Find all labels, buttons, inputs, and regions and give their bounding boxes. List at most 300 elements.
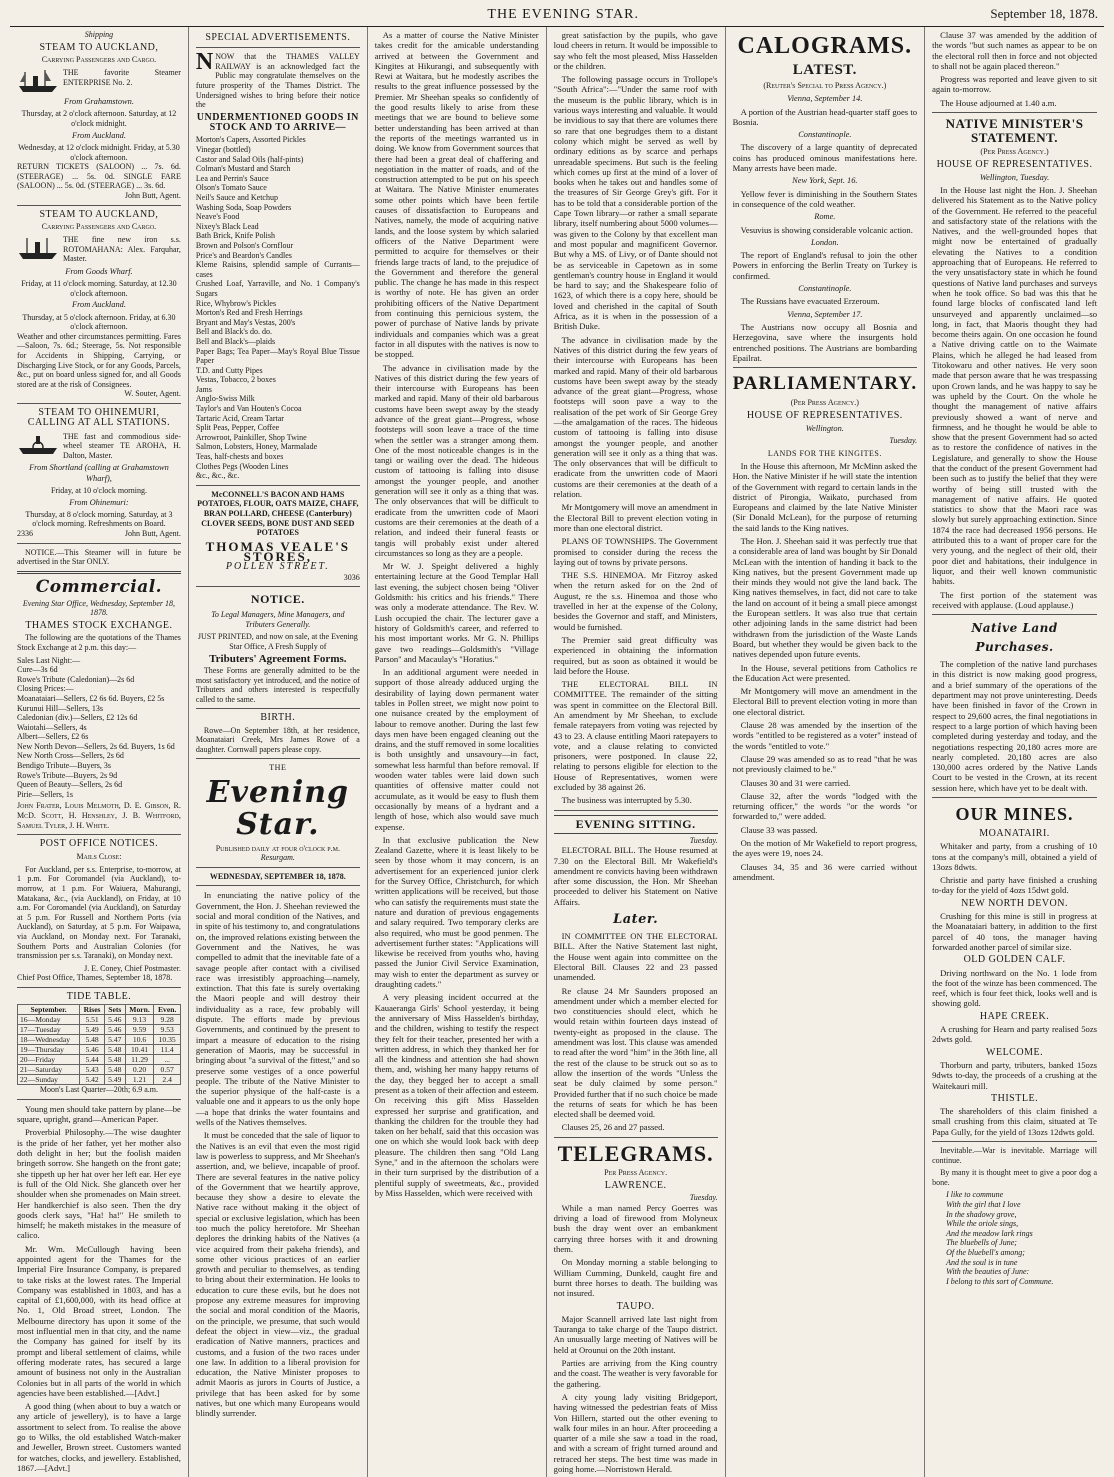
column-2 [189, 27, 368, 1477]
mine-heading: HAPE CREEK. [979, 1010, 1050, 1022]
divider [17, 543, 181, 544]
steamer1-times1: Thursday, at 2 o'clock afternoon. Saturday, at 12 o'clock midnight. [21, 109, 177, 129]
news-paragraph: Clauses 30 and 31 were carried. [740, 777, 851, 788]
exchange-line: Pirie—Sellers, 1s [17, 789, 73, 799]
tide-cell: 1.21 [125, 1075, 154, 1085]
news-paragraph: The Hon. J. Sheehan said it was perfectly true that a considerable area of land was bought by Sir Donald McLean with the intention of handing it back to the King natives, but the present Government made up their minds they would not give the land back. The King natives themselves, in fact, did not care to take the land on account of it being a small piece amongst the European settlers. It was also true that certain other adjoining lands in the same district had been withdrawn from the jurisdiction of the Waste Lands Board, but whether they would be given back to the natives depended upon future events. [732, 535, 918, 660]
news-paragraph: Mr Montgomery will move an amendment in the Electoral Bill to prevent election voting in more than one electoral district. [732, 686, 918, 717]
moon-phase: Moon's Last Quarter—20th; 6.9 a.m. [39, 1085, 158, 1095]
divider [196, 708, 360, 709]
tributers-forms: Tributers' Agreement Forms. [209, 652, 347, 665]
tide-cell: 5.49 [80, 1025, 105, 1035]
lawrence-day: Tuesday. [689, 1193, 718, 1203]
news-paragraph: In an additional argument were needed in support of those already adduced urging the desirability of laying down permanent water tables in Pollen street, we might now point to one nuisance created by the employment of labour to remove another. During the last few days men have been engaged cleaning out the drains, and the stuff removed in some localities is both unsightly and unsavoury—in fact, somewhat less harmful than before removal. If wooden water tables were laid down such quantities of offensive matter could not accumulate, as it would be easy to flush them occasionally by means of a hydrant and a length of hose, which also would save much expense. [374, 667, 539, 832]
birth-notice: Rowe—On September 18th, at her residence, Moanataiari Creek, Mrs James Rowe of a daughter. Cornwall papers please copy. [195, 725, 360, 754]
mine-heading: MOANATAIRI. [979, 828, 1050, 839]
exchange-line: Cure—3s 6d [17, 665, 58, 675]
tide-cell: 5.46 [104, 1015, 125, 1025]
section-shipping: Shipping [84, 30, 114, 39]
tide-cell: 9.28 [154, 1015, 180, 1025]
news-paragraph: THE ELECTORAL BILL IN COMMITTEE. The remainder of the sitting was spent in committee on the Electoral Bill. An amendment by Mr Sheehan, to exclude female ratepayers from voting was rejected by 43 to 23. A clause entitling Maori ratepayers to vote, and a clause relating to convicted prisoners, were postponed. In clause 22, relating to persons eligible for election to the House of Representatives, women were excluded by 38 against 26. [553, 679, 718, 793]
column-5-paragraphs [733, 461, 918, 882]
goods-item: Neave's Food [195, 212, 240, 222]
column-3 [368, 27, 547, 1477]
exchange-line: Kurunui Hill—Sellers, 13s [17, 703, 103, 713]
news-paragraph: Mr. Wm. McCullough having been appointed agent for the Thames for the Imperial Fire Insurance Company, is prepared to take risks at the lowest rates. The Imperial Company was established in 1803, and has a capital of £1,600,000, with its head office at No. 1, Old Broad street, London. The Melbourne directory has upon it some of the most influential men in that city, and the name the Company has gained for itself by its prompt and liberal settlement of claims, while offering moderate rates, has secured a large amount of business not only in the Australian Colonies but in all parts of the world in which agencies have been established.—[Advt.] [17, 1243, 181, 1398]
news-paragraph: The Premier said great difficulty was experienced in obtaining the information required, but as soon as obtained it would be laid before the House. [553, 634, 718, 676]
native-wellington: Wellington, Tuesday. [979, 172, 1050, 182]
goods-item: Taylor's and Van Houten's Cocoa [195, 404, 302, 414]
later-title: Later. [613, 912, 659, 928]
steamer1-block [17, 68, 181, 94]
birth-title: BIRTH. [260, 712, 296, 724]
news-paragraph: In the House this afternoon, Mr McMinn asked the Hon. the Native Minister if he will state the intention of the Government with regard to certain lands in the district of Pirongia, Waikato, purchased from Europeans and claimed by the late Native Minister (Sir Donald McLean), for the purpose of returning the said lands to the King natives. [732, 460, 918, 533]
divider [17, 571, 181, 574]
divider [17, 205, 181, 206]
exchange-line: Moanataiari—Sellers, £2 6s 6d. Buyers, £2 5s [17, 693, 165, 703]
our-mines-title: OUR MINES. [955, 804, 1074, 824]
tide-row [18, 1075, 181, 1085]
post-office-body: For Auckland, per s.s. Enterprise, to-morrow, at 1 p.m. For Coromandel (via Auckland), to-morrow, at 1 p.m. For Waiuera, Mahurangi, Matakana, &c., (via Auckland), on Friday, at 10 a.m. For Coromandel (via Auckland), on Saturday at 5 p.m. For Russell and Northern Ports (via Auckland), on Saturday, at 5 p.m. For Waipawa, via Auckland, on Monday next. For Taranaki, Southern Ports and Australian Colonies (for transmission per s.s. Taranaki), on Monday next. [17, 864, 181, 961]
goods-item: Tartaric Acid, Cream Tartar [195, 413, 284, 423]
tide-cell: 5.48 [80, 1035, 105, 1045]
news-paragraph: The completion of the native land purchases in this district is now making good progress, and a brief summary of the operations of the department may not prove uninteresting. Deeds have been finished in favor of the Crown in respect to 29,600 acres, the final negotiations in respect to a large portion of which having been completed during yesterday and today, and the negotiations respecting 20,180 acres more are nearly completed. 20,180 acres are also 130,000 acres ordered by the Native Lands Court to be vested in the Crown, at its recent session here, which have yet to be dealt with. [932, 659, 1097, 793]
newspaper-flag: Evening Star. [206, 774, 350, 842]
news-paragraph: Clause 28 was amended by the insertion of the words "entitled to be registered as a voter" instead of the words "entitled to vote." [732, 720, 918, 751]
column-4 [547, 27, 726, 1477]
news-paragraph: Clause 32, after the words "lodged with the returning officer," the words "or the words "or forwarded to," were added. [732, 790, 918, 822]
news-paragraph: Young men should take pattern by plane—be square, upright, grand—American Paper. [17, 1103, 181, 1125]
news-paragraph: In that exclusive publication the New Zealand Gazette, where it is least likely to be seen by those whom it may concern, is an advertisement for an experienced junior clerk for the Survey Office, Christchurch, for which written applications will be received, but those who can satisfy the requirements must state the nature and duration of previous engagements and salary required. Two temporary clerks are also required, who must be good penmen. The advertisement further states: "Applications will likewise be received from youths who, having passed the Junior Civil Service Examination, may wish to enter the department as survey or draughting cadets." [374, 834, 539, 990]
tide-cell: 5.48 [104, 1055, 125, 1065]
tide-cell: 17—Tuesday [18, 1025, 80, 1035]
columns [10, 27, 1104, 1474]
tide-cell: 5.43 [80, 1065, 105, 1075]
tide-cell: 5.49 [104, 1075, 125, 1085]
tide-cell: 11.4 [154, 1045, 180, 1055]
divider [17, 834, 181, 835]
poem [932, 1190, 1097, 1286]
steamer2-from1: From Goods Wharf. [65, 266, 133, 276]
news-paragraph: IN COMMITTEE ON THE ELECTORAL BILL. After the Native Statement last night, the House went again into committee on the Electoral Bill. Clauses 22 and 23 passed unamended. [553, 931, 718, 983]
tide-cell: 22—Sunday [18, 1075, 80, 1085]
steamer1-agent: John Butt, Agent. [124, 190, 181, 200]
exchange-intro: The following are the quotations of the Thames Stock Exchange at 2 p.m. this day:— [17, 633, 181, 652]
exchange-line: New North Devon—Sellers, 2s 6d. Buyers, 1s 6d [17, 741, 175, 751]
tide-header-cell: September. [18, 1005, 80, 1015]
divider [196, 885, 360, 886]
goods-item: Crushed Loaf, Yarraville, and No. 1 Company's Sugars [195, 279, 360, 298]
steamer3-from2: From Ohinemuri: [69, 497, 129, 507]
news-paragraph: In the House last night the Hon. J. Sheehan delivered his Statement as to the Native policy of the Government. He referred to the peaceful and satisfactory state of the relations with the Natives, and the well-grounded hopes that might now be entertained of gradually elevating the Natives to a condition approaching that of Europeans. He referred to the very unsatisfactory state in which he found questions of Native land purchases and surveys when he took office. So bad was this that he found large blocks of confiscated land left unsurveyed and apparently unclaimed—so long, in fact, that Maoris thought they had become theirs again. On one occasion he found a Native driving cattle on to the Waimate Plains, which he alleged he had leased from Titokowaru and other natives. He very soon made that person aware that he was trespassing upon Crown lands, and he was happy to say he was upheld by the Court. On the whole he thought the management of native affairs previously showed a want of nerve and firmness, and he thought he would be able to show that the present Government had so acted as to restore the confidence of natives in the Legislature, and generally to show the House that the conduct of the present Government had been such as to justify the belief that they were worthy of being still trusted with the management of native affairs. He quoted statistics to show that the Maori race was slowly but surely approaching extinction. Since 1874 the race had decreased 1956 persons. He attributed this to a want of proper care for the very young, and the neglect of their old, their poor diet and habitations, their indulgence in liquor, and their well known communistic habits. [932, 184, 1097, 587]
steamer-notice: NOTICE.—This Steamer will in future be advertised in the Star ONLY. [17, 547, 181, 567]
calograms-title: CALOGRAMS. [737, 33, 913, 59]
news-paragraph: Re clause 24 Mr Saunders proposed an amendment under which a member elected for two constituencies should elect, which he would retain within fourteen days instead of twenty-eight as proposed in the clause. The amendment was lost. This clause was amended to read after the word "him" in the 36th line, all the rest of the clause to be struck out so as to allow the insertion of the words "Unless the seat be duly claimed by some person." Provided further that if no such choice be made the returns of seats for which he has been elected shall be deemed void. [553, 985, 718, 1120]
poem-line: While the oriole sings, [946, 1219, 1019, 1229]
goods-item: Neil's Sauce and Ketchup [195, 193, 278, 203]
cable-text: Vesuvius is showing considerable volcanic action. [740, 224, 913, 235]
divider [196, 485, 360, 486]
tide-cell: 5.51 [80, 1015, 105, 1025]
news-paragraph: Major Scannell arrived late last night from Tauranga to take charge of the Taupo district. An unusually large meeting of Natives will be held at Orounui on the 20th instant. [553, 1313, 718, 1355]
stores-name: THOMAS VEALE'S STORES, [205, 538, 351, 565]
cable-text: The report of England's refusal to join the other Powers in enforcing the Berlin Treaty on Turkey is confirmed. [732, 250, 918, 281]
evening-paragraphs [554, 845, 718, 907]
poem-line: With the beauties of June: [946, 1267, 1030, 1277]
telegrams-sub: Per Press Agency. [604, 1167, 668, 1177]
column-6-top-paragraphs [932, 30, 1097, 108]
news-paragraph: PLANS OF TOWNSHIPS. The Government promised to consider during the recess the laying out of towns by private persons. [553, 536, 718, 567]
tide-cell: 9.53 [154, 1025, 180, 1035]
tide-cell: 0.57 [154, 1065, 180, 1075]
news-paragraph: Mr W. J. Speight delivered a highly entertaining lecture at the Good Templar Hall last evening, the subject chosen being "Oliver Goldsmith: his critics and his friends." There was only a moderate attendance. The Rev. W. Lush occupied the chair. The lecturer gave a history of Goldsmith's career, and referred to his most important works. Mr G. N. Phillips gave two readings—Goldsmith's "Village Parson" and Macaulay's "Horatius." [374, 561, 539, 664]
tide-row [18, 1055, 181, 1065]
tide-table-title: TIDE TABLE. [66, 990, 132, 1002]
tide-cell: ... [154, 1055, 180, 1065]
news-paragraph: While a man named Percy Goerres was driving a load of firewood from Molyneux bush the dray went over an embankment carrying three horses with it and drowning them. [553, 1202, 718, 1255]
news-paragraph: Clause 33 was passed. [740, 824, 818, 835]
stores-ref: 3036 [343, 572, 360, 582]
divider [932, 1141, 1097, 1142]
railway-notice: NNOW that the THAMES VALLEY RAILWAY is an acknowledged fact the Public may congratulate themselves on the future prosperity of the Thames District. The Undersigned wishes to bring before their notice the [195, 49, 360, 110]
leader-paragraph-1: In enunciating the native policy of the Government, the Hon. J. Sheehan reviewed the social and moral condition of the Natives, and in spite of his testimony to, and congratulations on, the improved relations existing between the Government and the Natives, he was compelled to admit that the inevitable fate of a savage people after contact with a civilised race was irresistibly approaching—namely, extinction. That this fate is surely overtaking the Maori people and will destroy their individuality as a race, few probably will dispute. The efforts made by previous Governments, and continued by the present to impart a measure of education to the rising generation of Maoris, may be successful in bringing about "a survival of the fittest," and so preserve some vestiges of a once powerful people. The tribute of the Native Minister to the superior physique of the half-caste is a valuable one and it appears to us the only hope—a hope that drinks the water fountains and wells of the Natives themselves. [195, 890, 360, 1128]
news-paragraph: The first portion of the statement was received with applause. (Loud applause.) [932, 589, 1097, 610]
mine-report: Driving northward on the No. 1 lode from the foot of the winze has been commenced. The reef, which is four feet thick, looks well and is showing gold. [932, 967, 1097, 1009]
poem-line: And the meadow lark rings [946, 1228, 1033, 1238]
goods-item: Arrowroot, Painkiller, Shop Twine [195, 432, 307, 442]
tide-header-cell: Morn. [125, 1005, 154, 1015]
news-paragraph: A very pleasing incident occurred at the Kauaeranga Girls' School yesterday, it being the anniversary of Miss Hasselden's birthday, and the children, wishing to testify the respect they felt for their teacher, presented her with a written address, in which they thanked her for all the kindness and attention she had shown them, and, wishing her many happy returns of the day, they begged her to accept a small present as a token of their affection and esteem. On receiving this gift Miss Hasselden expressed her surprise and gratification, and thanking the children for the trouble they had taken on her behalf, said that this occasion was one on which she would look back with deep pleasure. The children then sang "Old Lang Syne," and in the afternoon the scholars were in their turn surprised by the distribution of a plentiful supply of sweetmeats, &c., provided by Miss Hasselden, which were received with [374, 992, 539, 1198]
goods-item: Lea and Perrin's Sauce [195, 173, 269, 183]
tide-cell: 5.48 [104, 1065, 125, 1075]
tide-cell: 5.46 [80, 1045, 105, 1055]
exchange-line: Waiotahi—Sellers, 4s [17, 722, 87, 732]
parliamentary-sub: (Per Press Agency.) [790, 398, 859, 408]
steamer1-body: THE favorite Steamer ENTERPRISE No. 2. [63, 68, 181, 87]
tide-cell: 5.42 [80, 1075, 105, 1085]
steamer2-from2: From Auckland. [71, 300, 126, 310]
goods-item: Bell and Black's—plaids [195, 336, 276, 346]
goods-item: T.D. and Cutty Pipes [195, 365, 263, 375]
evening-sitting-day: Tuesday. [689, 835, 718, 845]
goods-item: Rice, Whybrow's Pickles [195, 298, 277, 308]
poem-line: With the girl that I love [946, 1199, 1021, 1209]
steamer3-block [17, 432, 181, 461]
post-office-sign: J. E. Coney, Chief Postmaster. [84, 963, 181, 973]
goods-item: Paper Bags; Tea Paper—May's Royal Blue Tissue Paper [195, 346, 360, 366]
news-paragraph: Clauses 25, 26 and 27 passed. [561, 1122, 665, 1133]
commercial-dateline: Evening Star Office, Wednesday, September 18, 1878. [22, 598, 175, 618]
news-paragraph: The business was interrupted by 5.30. [561, 795, 692, 806]
house-title: HOUSE OF REPRESENTATIVES. [746, 410, 903, 422]
tide-cell: 11.29 [125, 1055, 154, 1065]
news-paragraph: On Monday morning a stable belonging to William Cumming, Dunkeld, caught fire and burnt three horses to death. The building was not insured. [553, 1257, 718, 1299]
mine-report: A crushing for Hearn and party realised 5ozs 2dwts gold. [932, 1024, 1097, 1045]
tide-cell: 5.48 [104, 1045, 125, 1055]
tide-cell: 5.47 [104, 1035, 125, 1045]
column-1 [10, 27, 189, 1477]
cable-text: The Austrians now occupy all Bosnia and Herzegovina, save where the insurgents hold entrenched positions. The Austrians are bombarding Epailrat. [732, 321, 918, 363]
cable-text: Yellow fever is diminishing in the Southern States in consequence of the cold weather. [732, 188, 918, 209]
native-statement-title: NATIVE MINISTER'S STATEMENT. [945, 116, 1084, 146]
exchange-line: Rowe's Tribute (Caledonian)—2s 6d [17, 674, 135, 684]
exchange-line: Queen of Beauty—Sellers, 2s 6d [17, 780, 123, 790]
special-ads-title: SPECIAL ADVERTISEMENTS. [205, 32, 351, 43]
tide-cell: 9.59 [125, 1025, 154, 1035]
goods-item: Price's and Beardon's Candles [195, 250, 292, 260]
divider [196, 586, 360, 587]
taupo-heading: TAUPO. [616, 1300, 655, 1312]
steamer3-from1: From Shortland (calling at Grahamstown Wharf), [29, 463, 169, 483]
lands-title: LANDS FOR THE KINGITES. [767, 448, 882, 458]
steamer2-times1: Friday, at 11 o'clock morning. Saturday, at 12.30 o'clock afternoon. [21, 279, 177, 298]
steamer2-sub: Carrying Passengers and Cargo. [41, 221, 157, 231]
steamer1-from1: From Grahamstown. [63, 97, 134, 107]
mine-heading: THISTLE. [991, 1092, 1039, 1104]
exchange-line: Rowe's Tribute—Buyers, 2s 9d [17, 770, 118, 780]
flag-the: THE [269, 763, 287, 773]
steamer1-times2: Wednesday, at 12 o'clock midnight. Friday, at 5.30 o'clock afternoon. [18, 142, 180, 162]
tide-cell: 19—Thursday [18, 1045, 80, 1055]
goods-item: Olson's Tomato Sauce [195, 183, 267, 193]
divider [554, 1137, 718, 1138]
goods-item: Morton's Red and Fresh Herrings [195, 308, 303, 318]
news-paragraph: A city young lady visiting Bridgeport, having witnessed the pedestrian feats of Miss Von Hillern, started out the other evening to walk four miles in an hour. After proceeding a quarter of a mile she saw a toad in the road, and with a scream of fright turned around and retraced her steps. The best time was made in going home.—Norristown Herald. [553, 1391, 718, 1474]
news-paragraph: Proverbial Philosophy.—The wise daughter is the pride of her father, yet her mother also doth delight in her; but the foolish maiden bringeth sorrow. She hangeth on the front gate; she tippeth up her hat over her left ear. Her eye is full of the Old Nick. She glanceth over her shoulder when she promenades on Main street. Her handkerchief is also seen. Then the dry goods clerk says, "Ha! ha!" He smileth to himself; he maketh mistakes in the measure of calico. [17, 1127, 181, 1241]
cable-dateline: London. [810, 237, 839, 247]
news-paragraph: As a matter of course the Native Minister takes credit for the amicable understanding arrived at between the Government and Kingites at Hikurangi, and subsequently with Rewi at Waitara, but he modestly ascribes the results to the great influence possessed by the Premier. Mr Sheehan speaks so confidently of the good results likely to arise from these meetings that we are bound to believe some better understanding has been arrived at than the reports of the meetings warranted us in doing. We know from Government sources that there had been a great deal of chaffering and negotiation in the matter of roads, and of the construction attempted to be put on his speech at Waitara. The Native Minister enumerates some other points which have been fertile causes of dissatisfaction to Europeans and Natives, namely, the mode of acquiring native lands, and the loose system by which salaried officers of the Native Department were permitted to acquire for themselves or their friends large tracts of land, to the prejudice of the Government and therefore the general public. The change he has made in this respect is worthy of note. He has given an order prohibiting officers of the Native Department from continuing this pernicious system, the power of purchase of Native lands by private individuals and companies which was a great factor in all disputes with the natives is now to be stopped. [374, 30, 539, 360]
tide-table-body [18, 1015, 181, 1085]
steamer2-notes: Weather and other circumstances permitting. Fares—Saloon, 7s. 6d.; Steerage, 5s. Not responsible for Accidents in Shipping, Carrying, or Discharging Live Stock, or for any Goods, Parcels, &c., put on board unless signed for, and all Goods stored are at the risk of Consignees. [17, 331, 181, 389]
goods-item: Salmon, Lobsters, Honey, Marmalade [195, 442, 318, 452]
news-paragraph: The advance in civilisation made by the Natives of this district during the few years of their intercourse with Europeans has been marked and rapid. Many of their old barbarous customs have been swept away by the steady advance of the great giant—Progress, whose footsteps will soon leave a trace of the time when the settler was a stranger among them. One of the most noticeable changes is in the tangi or wailing over the dead. The hideous custom of tattooing is falling into disuse amongst the younger people, and another generation will see it only as a thing that was. The only observances that will be difficult to eradicate from the unwritten code of Maori customs are their ceremonies at the death of a relation, and indeed their funeral feasts or tangis will probably exist under altered circumstances so long as they are a people. [374, 362, 539, 558]
poem-line: I like to commune [946, 1190, 1004, 1200]
steamer3-ref: 2336 [17, 529, 33, 539]
steamer3-times1: Friday, at 10 o'clock morning. [50, 486, 147, 495]
leader-dateline: WEDNESDAY, SEPTEMBER 18, 1878. [209, 871, 346, 881]
masthead [10, 6, 1104, 27]
lawrence-heading: LAWRENCE. [604, 1179, 667, 1191]
cable-dateline: Vienna, September 14. [787, 94, 863, 104]
tide-row [18, 1045, 181, 1055]
native-statement-paragraphs [932, 185, 1097, 610]
news-paragraph: Mr Montgomery will move an amendment in the Electoral Bill to prevent election voting in more than one electoral district. [553, 502, 718, 533]
tributers-body: These Forms are generally admitted to be the most satisfactory yet introduced, and the notice of Tributers and others interested is respectfully called to the same. [195, 665, 360, 704]
steamship-icon [17, 235, 59, 261]
tide-cell: 16—Monday [18, 1015, 80, 1025]
goods-item: &c., &c., &c. [195, 471, 240, 481]
wellington-place: Wellington. [805, 423, 844, 433]
flag-subtitle: Published daily at four o'clock p.m. [215, 843, 340, 853]
native-house-title: HOUSE OF REPRESENTATIVES. [936, 159, 1093, 171]
news-paragraph: The following passage occurs in Trollope's "South Africa":—"Under the same roof with the museum is the public library, which is in various ways interesting and valuable. It would be invidious to say that there are volumes there so rare that one begrudges them to a distant colony which might be served as well by ordinary editions as by scarce and perhaps unreadable specimens. But such is the feeling which comes up first at the mind of a lover of books when he takes out and handles some of the treasures of Sir George Grey's gift. For it has to be told that a considerable portion of the Cape Town library—or rather a small separate library, itself numbering about 5000 volumes—was given to the Colony by that excellent man and most popular and magnificent Governor. But why a MS. of Livy, or of Dante should not be as serviceable in Capetown as in some gentleman's country house in England it would be hard to say; and the Shakespeare folio of 1623, of which there is a copy here, should be loved and cherished in the capital of South Africa, as it is when in the possession of a British Duke. [553, 74, 718, 332]
news-paragraph: THE S.S. HINEMOA. Mr Fitzroy asked when the return asked for on the 2nd of August, re the s.s. Hinemoa and those who travelled in her at the expense of the Colony, besides the Governor and staff, and Ministers, would be furnished. [553, 570, 718, 632]
goods-item: Bryant and May's Vestas, 200's [195, 317, 296, 327]
tide-table [17, 1004, 181, 1085]
tide-row [18, 1035, 181, 1045]
news-paragraph: Parties are arriving from the King country and the coast. The weather is very favorable for the gathering. [553, 1358, 718, 1389]
issue-date: September 18, 1878. [990, 6, 1098, 21]
goods-item: Bath Brick, Knife Polish [195, 231, 275, 241]
tide-cell: 5.44 [80, 1055, 105, 1065]
steamer3-body: THE fast and commodious side-wheel steamer TE AROHA, H. Dalton, Master. [63, 431, 181, 460]
tide-cell: 21—Saturday [18, 1065, 80, 1075]
telegram-paragraphs [554, 1203, 718, 1299]
steamer3-title: STEAM TO OHINEMURI, CALLING AT ALL STATIONS. [27, 407, 171, 429]
tide-header-cell: Rises [80, 1005, 105, 1015]
goods-item: Castor and Salad Oils (half-pints) [195, 154, 304, 164]
tide-row [18, 1025, 181, 1035]
parliamentary-day: Tuesday. [889, 436, 918, 446]
goods-item: Jams [195, 384, 212, 394]
news-paragraph: Progress was reported and leave given to sit again to-morrow. [932, 74, 1097, 95]
tide-row [18, 1015, 181, 1025]
exchange-line: New North Cross—Sellers, 2s 6d [17, 751, 124, 761]
news-paragraph: Clause 29 was amended so as to read "that he was not previously claimed to be." [732, 753, 918, 775]
steamer2-block [17, 235, 181, 264]
steamer1-sub: Carrying Passengers and Cargo. [41, 54, 157, 64]
tide-cell: 0.20 [125, 1065, 154, 1075]
taupo-paragraphs [554, 1314, 718, 1474]
news-paragraph: On the motion of Mr Wakefield to report progress, the ayes were 19, noes 24. [732, 838, 918, 859]
news-paragraph: ELECTORAL BILL. The House resumed at 7.30 on the Electoral Bill. Mr Wakefield's amendment re convicts having been withdrawn after some discussion, the Hon. Mr Sheehan proceeded to deliver his Statement on Native Affairs. [553, 845, 718, 907]
notice-sub: To Legal Managers, Mine Managers, and Tributers Generally. [211, 610, 345, 629]
tide-cell: 10.41 [125, 1045, 154, 1055]
exchange-line: Closing Prices:— [17, 684, 74, 694]
tide-table-header [18, 1005, 181, 1015]
poem-lead: By many it is thought meet to give a poor dog a bone. [932, 1168, 1097, 1187]
goods-list [196, 135, 360, 480]
divider [932, 797, 1097, 798]
divider [196, 758, 360, 759]
column-5 [726, 27, 926, 1477]
divider [196, 47, 360, 48]
cable-dateline: Constantinople. [798, 284, 852, 294]
steamer2-body: THE fine new iron s.s. ROTOMAHANA: Alex. Farquhar, Master. [63, 235, 181, 264]
cable-dateline: Constantinople. [798, 130, 852, 140]
cable-dateline: Vienna, September 17. [787, 309, 863, 319]
divider [554, 810, 718, 811]
post-office-sub: Mails Close: [76, 851, 122, 861]
just-printed: JUST PRINTED, and now on sale, at the Evening Star Office, A Fresh Supply of [197, 632, 358, 652]
exchange-line: Albert—Sellers, £2 6s [17, 732, 89, 742]
goods-item: Colman's Mustard and Starch [195, 164, 291, 174]
commercial-title: Commercial. [35, 576, 163, 597]
news-paragraph: The advance in civilisation made by the Natives of this district during the few years of their intercourse with Europeans has been marked and rapid. Many of their old barbarous customs have been swept away by the steady advance of the great giant—Progress, whose footsteps will soon pave a way to the realisation of the pet work of Sir George Grey—the amalgamation of the races. The hideous custom of tattooing is falling into disuse amongst the younger people, and another generation will see it only as a thing that was. The only observances that will be difficult to eradicate from the unwritten code of Maori customs are their ceremonies at the death of a relation. [553, 334, 718, 500]
land-purchases-title: Native Land Purchases. [971, 621, 1058, 655]
tide-header-cell: Sets [104, 1005, 125, 1015]
tide-cell: 2.4 [154, 1075, 180, 1085]
evening-sitting-title: EVENING SITTING. [554, 815, 718, 834]
cable-text: The discovery of a large quantity of deprecated coins has produced ominous manifestations here. Many arrests have been made. [732, 142, 918, 174]
cable-text: The Russians have evacuated Erzeroum. [740, 296, 880, 307]
exchange-title: THAMES STOCK EXCHANGE. [25, 620, 173, 632]
column-1-paragraphs [17, 1104, 181, 1473]
goods-item: Teas, half-chests and boxes [195, 452, 284, 462]
divider [932, 112, 1097, 113]
steamer2-times2: Thursday, at 5 o'clock afternoon. Friday, at 6.30 o'clock afternoon. [22, 312, 176, 332]
mine-report: Whitaker and party, from a crushing of 10 tons at the company's mill, obtained a yield of 13ozs 8dwts. [932, 841, 1097, 872]
news-paragraph: A good thing (when about to buy a watch or any article of jewellery), is to have a large assortment to select from. To realise the above go to Wilks, the old established Watch-maker and Jeweller, Brown street. Customers wanted for watches, clocks, and jewellery. Established, 1867.—[Advt.] [17, 1401, 181, 1473]
goods-item: Vinegar (bottled) [195, 145, 251, 155]
divider [17, 403, 181, 404]
divider [17, 987, 181, 988]
tide-cell: 20—Friday [18, 1055, 80, 1065]
goods-item: Brown and Polson's Cornflour [195, 240, 294, 250]
tide-cell: 10.6 [125, 1035, 154, 1045]
exchange-line: Sales Last Night:— [17, 655, 81, 665]
exchange-line: Caledonian (div.)—Sellers, £2 12s 6d [17, 713, 138, 723]
latest-title: LATEST. [792, 62, 857, 78]
news-paragraph: Clauses 34, 35 and 36 were carried without amendment. [732, 861, 918, 882]
column-3-paragraphs [375, 30, 539, 1198]
poem-line: And the soul is in tune [946, 1257, 1018, 1267]
goods-item: Split Peas, Pepper, Coffee [195, 423, 280, 433]
stores-street: POLLEN STREET. [225, 561, 330, 573]
tide-cell: 5.46 [104, 1025, 125, 1035]
tide-cell: 10.35 [154, 1035, 180, 1045]
tide-cell: 18—Wednesday [18, 1035, 80, 1045]
cable-dateline: New York, Sept. 16. [792, 176, 858, 186]
steamer1-title: STEAM TO AUCKLAND, [39, 41, 159, 53]
column-4-paragraphs [554, 30, 718, 806]
goods-item: Morton's Capers, Assorted Pickles [195, 135, 306, 145]
goods-item: Kleme Raisins, splendid sample of Currants—cases [195, 260, 360, 279]
steamer2-title: STEAM TO AUCKLAND, [39, 208, 159, 220]
goods-item: Washing Soda, Soap Powders [195, 202, 292, 212]
goods-item: Nixey's Black Lead [195, 221, 259, 231]
poem-line: The bluebells of June; [946, 1238, 1017, 1248]
news-paragraph: In the House, several petitions from Catholics re the Education Act were presented. [732, 662, 918, 683]
news-paragraph: Clause 37 was amended by the addition of the words "but such names as appear to be on the electoral roll then in force and not objected to shall not be again placed thereon." [932, 30, 1097, 71]
parliamentary-title: PARLIAMENTARY. [732, 373, 918, 395]
news-paragraph: The House adjourned at 1.40 a.m. [940, 97, 1057, 108]
goods-item: Bell and Black's do. do. [195, 327, 272, 337]
notice-title: NOTICE. [250, 592, 305, 607]
poem-line: In the shadowy grove, [946, 1209, 1017, 1219]
later-paragraphs [554, 931, 718, 1133]
steamer1-from2: From Auckland. [71, 130, 126, 140]
brokers: John Frater, Louis Melmoth, D. E. Gibson, R. McD. Scott, H. Henshley, J. B. Whitford, Samuel Tyler, J. H. White. [17, 801, 181, 830]
divider [17, 1099, 181, 1100]
motto: Resurgam. [260, 853, 295, 863]
newspaper-title: THE EVENING STAR. [487, 7, 639, 22]
column-6 [925, 27, 1104, 1477]
exchange-line: Bendigo Tribute—Buyers, 3s [17, 761, 112, 771]
mine-heading: NEW NORTH DEVON. [961, 897, 1069, 909]
mine-report: Christie and party have finished a crushing to-day for the yield of 4ozs 15dwt gold. [932, 875, 1097, 896]
goods-item: Vestas, Tobacco, 2 boxes [195, 375, 276, 385]
goods-item: Clothes Pegs (Wooden Lines [195, 461, 289, 471]
cable-text: A portion of the Austrian head-quarter staff goes to Bosnia. [732, 106, 918, 127]
mines-list [932, 829, 1097, 1137]
tide-row [18, 1065, 181, 1075]
divider [196, 867, 360, 868]
steamer2-agent: W. Souter, Agent. [124, 389, 181, 399]
tide-header-cell: Even. [154, 1005, 180, 1015]
mine-report: The shareholders of this claim finished a small crushing from this claim, situated at Te Papa Gully, for the yield of 13ozs 12dwts gold. [932, 1106, 1097, 1137]
steamer3-footer [17, 529, 181, 539]
cable-dateline: Rome. [814, 212, 836, 222]
post-office-date: Chief Post Office, Thames, September 18, 1878. [17, 973, 173, 983]
exchange-list [17, 656, 181, 800]
steamer3-times2: Thursday, at 8 o'clock morning. Saturday, at 3 o'clock morning. Refreshments on Board. [25, 509, 173, 529]
native-statement-sub: (Per Press Agency.) [980, 147, 1049, 157]
land-purchases-paragraphs [932, 659, 1097, 793]
divider [932, 614, 1097, 615]
steamship-icon [17, 68, 59, 94]
mine-report: Crushing for this mine is still in progress at the Moanataiari battery, in addition to the first parcel of 40 tons, the manager having forwarded another parcel of similar size. [932, 911, 1097, 952]
